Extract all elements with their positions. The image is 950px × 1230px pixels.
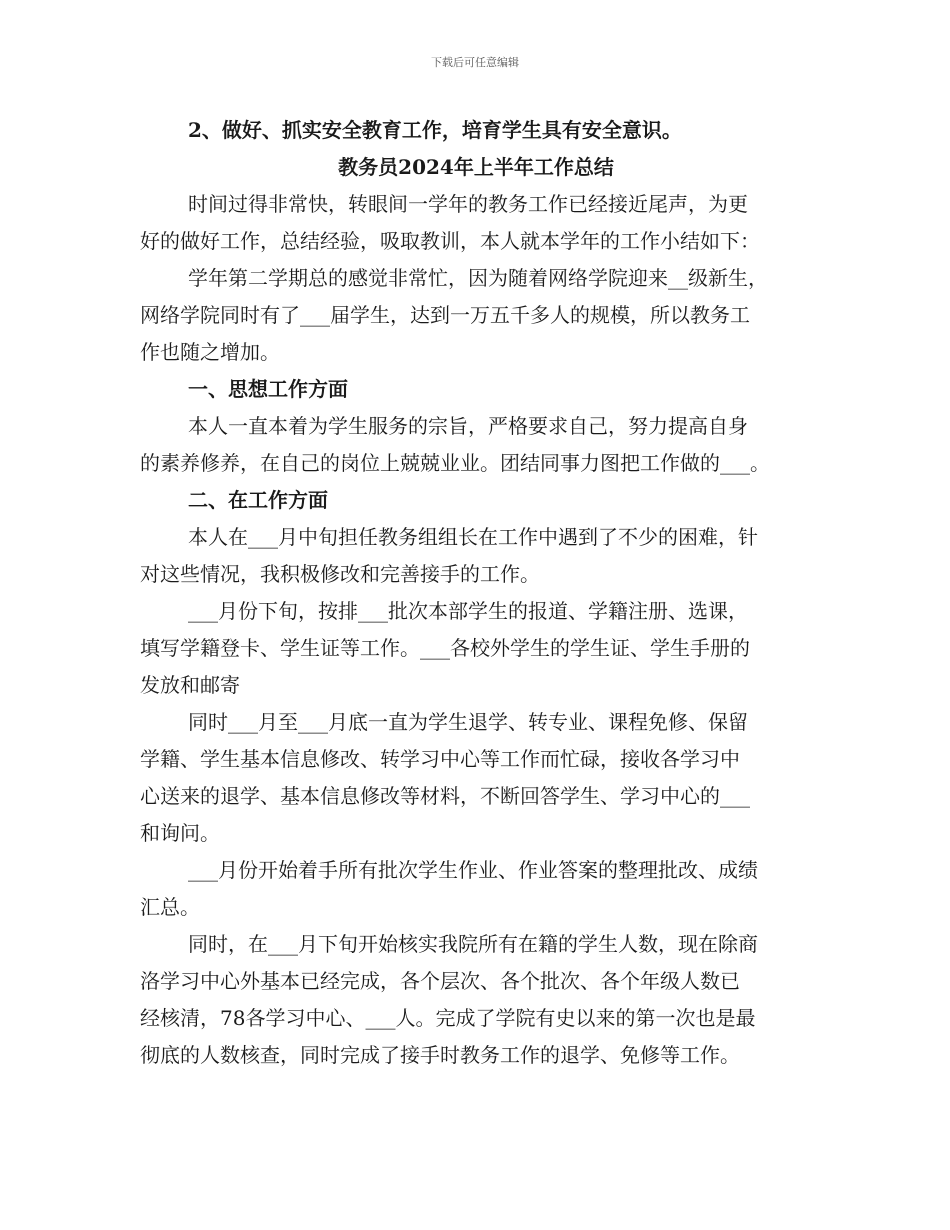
paragraph-line: 心送来的退学、基本信息修改等材料，不断回答学生、学习中心的___ <box>140 784 750 808</box>
paragraph-line: 的素养修养，在自己的岗位上兢兢业业。团结同事力图把工作做的___。 <box>140 451 770 475</box>
paragraph-line: 和询问。 <box>140 821 220 845</box>
paragraph-line: 本人在___月中旬担任教务组组长在工作中遇到了不少的困难，针 <box>188 525 758 549</box>
paragraph-line: 学年第二学期总的感觉非常忙，因为随着网络学院迎来__级新生， <box>188 266 768 290</box>
paragraph-line: 对这些情况，我积极修改和完善接手的工作。 <box>140 562 540 586</box>
paragraph-line: 填写学籍登卡、学生证等工作。___各校外学生的学生证、学生手册的 <box>140 636 750 660</box>
paragraph-line: 作也随之增加。 <box>140 340 280 364</box>
paragraph-line: 同时___月至___月底一直为学生退学、转专业、课程免修、保留 <box>188 710 748 734</box>
page-header-note: 下载后可任意编辑 <box>431 56 519 69</box>
paragraph-line: 好的做好工作，总结经验，吸取教训，本人就本学年的工作小结如下： <box>140 229 760 253</box>
paragraph-line: 汇总。 <box>140 895 200 919</box>
paragraph-line: 学籍、学生基本信息修改、转学习中心等工作而忙碌，接收各学习中 <box>140 747 740 771</box>
section-item-safety: 2、做好、抓实安全教育工作，培育学生具有安全意识。 <box>188 118 682 142</box>
section-heading-work: 二、在工作方面 <box>188 488 328 512</box>
paragraph-line: 时间过得非常快，转眼间一学年的教务工作已经接近尾声，为更 <box>188 192 748 216</box>
paragraph-line: 本人一直本着为学生服务的宗旨，严格要求自己，努力提高自身 <box>188 414 748 438</box>
paragraph-line: 彻底的人数核查，同时完成了接手时教务工作的退学、免修等工作。 <box>140 1043 740 1067</box>
paragraph-line: 网络学院同时有了___届学生，达到一万五千多人的规模，所以教务工 <box>140 303 750 327</box>
document-title: 教务员2024年上半年工作总结 <box>338 155 614 179</box>
paragraph-line: 经核清，78各学习中心、___人。完成了学院有史以来的第一次也是最 <box>140 1006 756 1030</box>
paragraph-line: 同时，在___月下旬开始核实我院所有在籍的学生人数，现在除商 <box>188 932 758 956</box>
paragraph-line: ___月份下旬，按排___批次本部学生的报道、学籍注册、选课， <box>188 599 748 623</box>
section-heading-thought: 一、思想工作方面 <box>188 377 348 401</box>
paragraph-line: 发放和邮寄 <box>140 673 240 697</box>
paragraph-line: 洛学习中心外基本已经完成，各个层次、各个批次、各个年级人数已 <box>140 969 740 993</box>
document-body <box>140 112 812 1074</box>
paragraph-line: ___月份开始着手所有批次学生作业、作业答案的整理批改、成绩 <box>188 858 758 882</box>
